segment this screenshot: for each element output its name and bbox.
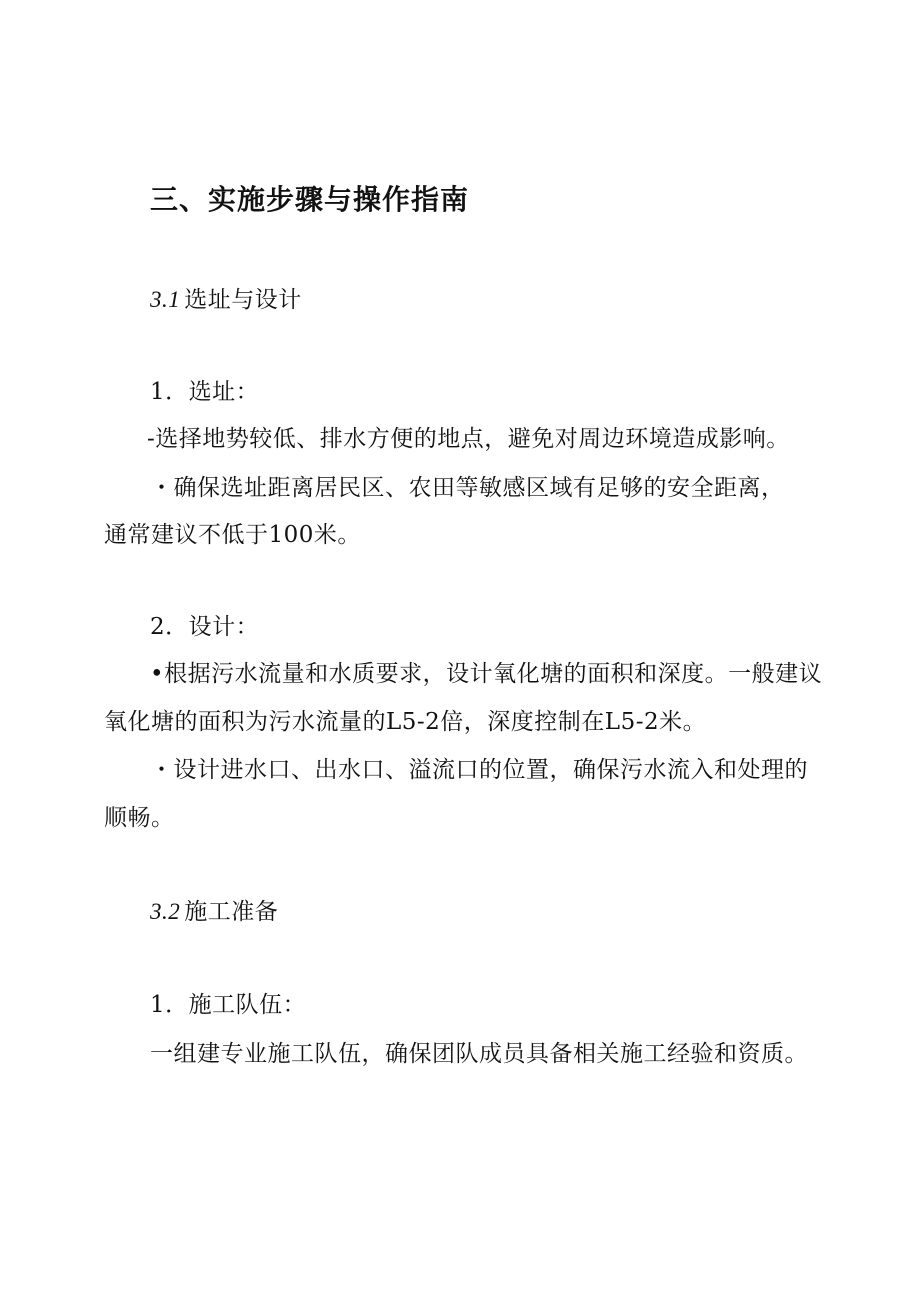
paragraph-line: 氧化塘的面积为污水流量的L5-2倍，深度控制在L5-2米。 [104,709,707,735]
item-label-design: 2．设计： [150,614,260,640]
paragraph-line: 顺畅。 [104,805,175,831]
section-number: 3.2 [150,899,181,924]
section-title: 施工准备 [184,899,279,925]
section-title: 选址与设计 [184,287,302,313]
paragraph-line: •根据污水流量和水质要求，设计氧化塘的面积和深度。一般建议 [150,661,823,687]
section-number: 3.1 [150,287,181,312]
paragraph-line: 一组建专业施工队伍，确保团队成员具备相关施工经验和资质。 [150,1041,808,1067]
section-heading-3-1 [150,286,302,314]
item-label-site-selection: 1．选址： [150,379,260,405]
paragraph-line: ・设计进水口、出水口、溢流口的位置，确保污水流入和处理的 [150,757,808,783]
paragraph-line: 通常建议不低于100米。 [104,522,361,548]
page-title: 三、实施步骤与操作指南 [150,183,470,216]
item-label-construction-team: 1．施工队伍： [150,992,307,1018]
paragraph-line: -选择地势较低、排水方便的地点，避免对周边环境造成影响。 [147,426,790,452]
paragraph-line: ・确保选址距离居民区、农田等敏感区域有足够的安全距离， [150,475,785,501]
section-heading-3-2 [150,898,278,926]
